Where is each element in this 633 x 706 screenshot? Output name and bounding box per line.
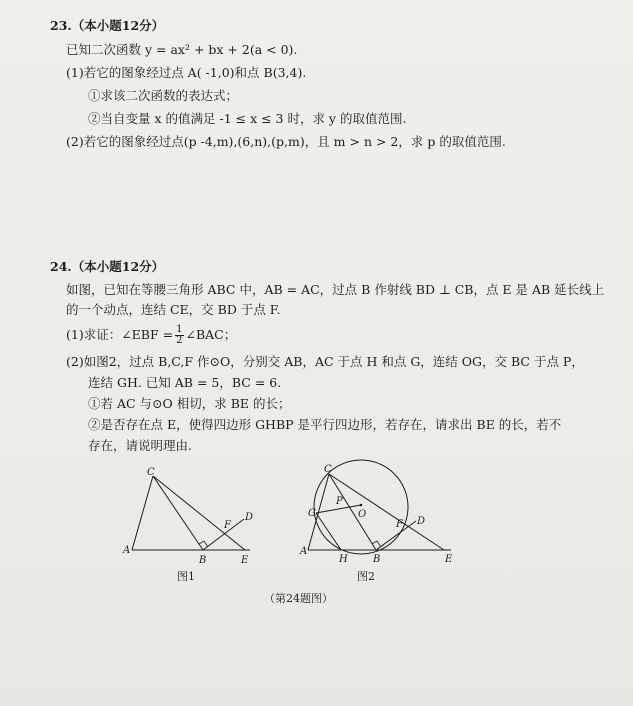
fig1-label-a: A bbox=[123, 545, 131, 556]
q24-header: 24.（本小题12分） bbox=[50, 259, 165, 274]
fig2-label-c: C bbox=[324, 464, 332, 475]
fig2-label-g: G bbox=[308, 508, 316, 519]
q24-part1-suffix: ∠BAC； bbox=[185, 327, 237, 342]
q24-part2-line2: 连结 GH. 已知 AB = 5，BC = 6. bbox=[88, 375, 282, 390]
q23-part2: (2)若它的图象经过点(p -4,m),(6,n),(p,m)，且 m > n > 2，求 p 的取值范围. bbox=[66, 134, 506, 149]
figure-main-caption: （第24题图） bbox=[264, 592, 333, 605]
center-o-dot bbox=[360, 504, 363, 507]
segment-cb bbox=[153, 476, 203, 550]
fig1-label-d: D bbox=[245, 512, 254, 523]
fraction-numerator: 1 bbox=[176, 324, 183, 335]
figure-2-diagram bbox=[296, 458, 466, 570]
fig2-label-p: P bbox=[336, 496, 343, 507]
q24-part1-prefix: (1)求证：∠EBF = bbox=[66, 327, 174, 342]
segment-ce bbox=[329, 474, 444, 550]
fig2-label-f: F bbox=[396, 519, 403, 530]
fig1-label-e: E bbox=[241, 555, 249, 566]
segment-gh bbox=[316, 513, 341, 550]
q24-stem-line1: 如图，已知在等腰三角形 ABC 中，AB = AC，过点 B 作射线 BD ⊥ CB，点 E 是 AB 延长线上 bbox=[66, 282, 605, 297]
q23-header: 23.（本小题12分） bbox=[50, 18, 165, 33]
q23-part1: (1)若它的图象经过点 A( -1,0)和点 B(3,4). bbox=[66, 65, 307, 80]
q23-part1-b: ②当自变量 x 的值满足 -1 ≤ x ≤ 3 时，求 y 的取值范围. bbox=[88, 111, 407, 126]
q23-part1-a: ①求该二次函数的表达式； bbox=[88, 88, 239, 103]
q24-part2-line1: (2)如图2，过点 B,C,F 作⊙O，分别交 AB，AC 于点 H 和点 G，连结 OG，交 BC 于点 P， bbox=[66, 354, 584, 369]
fig2-label-a: A bbox=[300, 546, 308, 557]
fig1-label-f: F bbox=[224, 520, 231, 531]
segment-ce bbox=[153, 476, 245, 550]
fraction-one-half bbox=[175, 325, 183, 346]
fig2-label-b: B bbox=[373, 554, 381, 565]
fig1-label-c: C bbox=[147, 467, 155, 478]
fig2-label-d: D bbox=[417, 516, 426, 527]
q24-part2-q2-cont: 存在，请说明理由. bbox=[88, 438, 192, 453]
segment-cb bbox=[329, 474, 376, 550]
q24-part2-q1: ①若 AC 与⊙O 相切，求 BE 的长； bbox=[88, 396, 291, 411]
segment-ca bbox=[132, 476, 153, 550]
q24-stem-line2: 的一个动点，连结 CE，交 BD 于点 F. bbox=[66, 302, 281, 317]
figure-1-diagram bbox=[120, 464, 260, 569]
fig2-label-h: H bbox=[339, 554, 348, 565]
figure-2-caption: 图2 bbox=[357, 570, 375, 583]
q24-part1 bbox=[66, 324, 236, 346]
fraction-denominator: 2 bbox=[176, 335, 183, 346]
fig1-label-b: B bbox=[199, 555, 207, 566]
q23-stem: 已知二次函数 y = ax² + bx + 2(a < 0). bbox=[66, 42, 298, 57]
fig2-label-o: O bbox=[358, 509, 367, 520]
q24-part2-q2: ②是否存在点 E，使得四边形 GHBP 是平行四边形，若存在，请求出 BE 的长，若不 bbox=[88, 417, 562, 432]
fig2-label-e: E bbox=[445, 554, 453, 565]
figure-1-caption: 图1 bbox=[177, 570, 195, 583]
